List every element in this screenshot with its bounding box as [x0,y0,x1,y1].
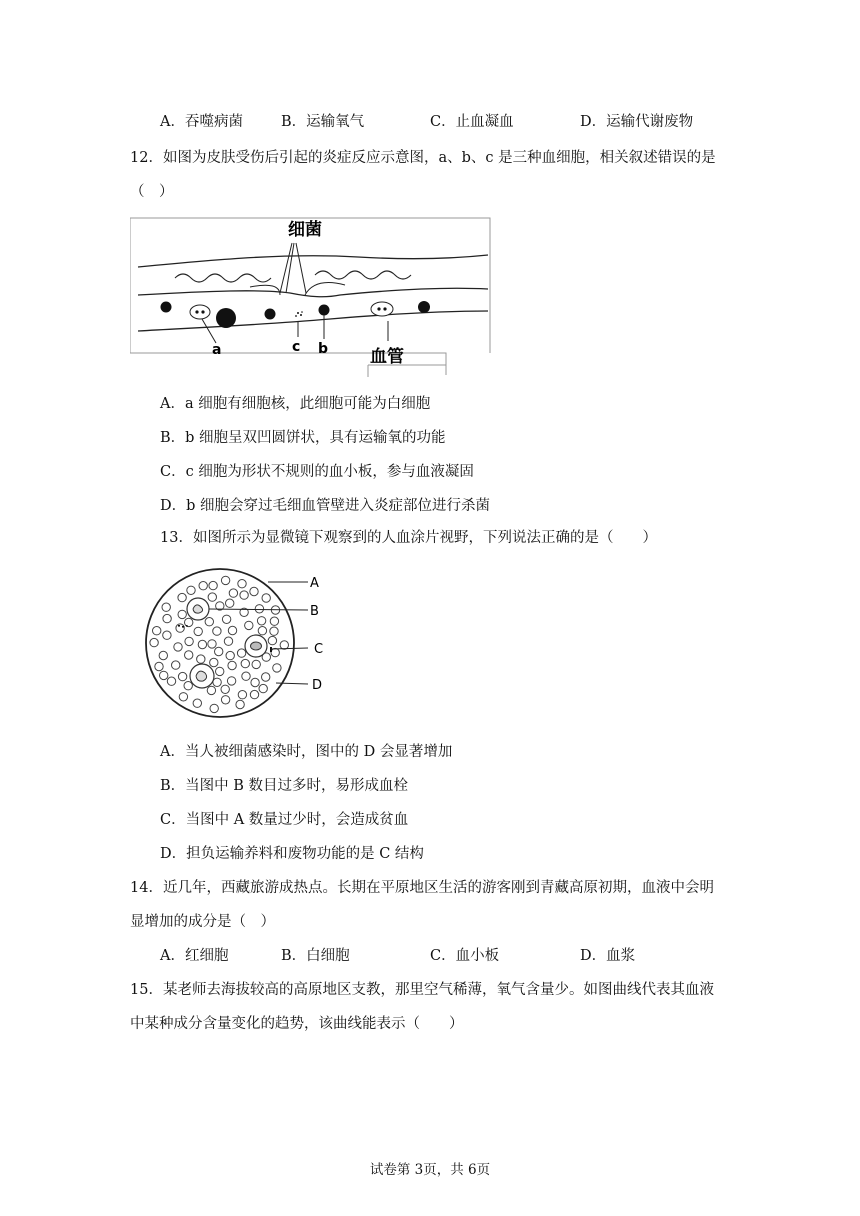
q12-stem-line1: 12．如图为皮肤受伤后引起的炎症反应示意图，a、b、c 是三种血细胞，相关叙述错误的是 [130,150,716,166]
red-blood-cell [259,684,267,692]
page-footer: 试卷第 3页，共 6页 [369,1162,491,1178]
red-blood-cell [226,599,234,607]
red-blood-cell [185,651,193,659]
q12-stem-line2: （ ） [130,184,174,200]
red-blood-cell [224,637,232,645]
red-blood-cell [270,627,278,635]
red-blood-cell [176,624,184,632]
q12-option-a: A．a 细胞有细胞核，此细胞可能为白细胞 [160,396,431,412]
red-blood-cell [184,682,192,690]
red-blood-cell [255,605,263,613]
q14-option-a: A．红细胞 [160,948,229,964]
label-D: D [312,678,323,693]
inflammation-diagram [130,215,492,380]
red-blood-cell [271,648,279,656]
cell-b-label: b [318,341,329,357]
red-blood-cell [226,651,234,659]
q14-stem-line1: 14．近几年，西藏旅游成热点。长期在平原地区生活的游客刚到青藏高原初期，血液中会明 [130,880,714,896]
red-blood-cell [153,627,161,635]
red-blood-cell [280,641,288,649]
red-blood-cell [240,591,248,599]
red-blood-cell [236,700,244,708]
q11-option-d: D．运输代谢废物 [580,114,694,130]
q13-option-a: A．当人被细菌感染时，图中的 D 会显著增加 [160,744,453,760]
red-blood-cell [270,617,278,625]
cell-a-label: a [212,342,222,358]
red-blood-cell [210,658,218,666]
red-blood-cell [155,662,163,670]
red-blood-cell [213,678,221,686]
red-blood-cell [238,691,246,699]
red-blood-cell [194,627,202,635]
red-blood-cell [178,672,186,680]
blood-smear-diagram [140,565,340,725]
q11-option-a: A．吞噬病菌 [160,114,243,130]
red-blood-cell [262,594,270,602]
q14-option-d: D．血浆 [580,948,636,964]
red-blood-cell [222,615,230,623]
red-blood-cell [250,690,258,698]
q13-option-d: D．担负运输养料和废物功能的是 C 结构 [160,846,424,862]
label-C: C [314,642,324,657]
red-blood-cell [229,589,237,597]
red-blood-cell [245,621,253,629]
red-blood-cell [207,686,215,694]
red-blood-cell [160,671,168,679]
q15-stem-line1: 15．某老师去海拔较高的高原地区支教，那里空气稀薄，氧气含量少。如图曲线代表其血液 [130,982,714,998]
red-blood-cell [227,677,235,685]
red-blood-cell [221,696,229,704]
red-blood-cell [205,618,213,626]
red-blood-cell [237,649,245,657]
red-blood-cell [197,655,205,663]
label-B: B [310,604,319,619]
red-blood-cell [193,699,201,707]
red-blood-cell [163,631,171,639]
red-blood-cell [179,693,187,701]
red-blood-cell [221,685,229,693]
q14-option-c: C．血小板 [430,948,500,964]
q11-option-c: C．止血凝血 [430,114,514,130]
red-blood-cell [162,603,170,611]
red-blood-cell [185,618,193,626]
label-A: A [310,576,319,591]
q14-option-b: B．白细胞 [281,948,350,964]
red-blood-cell [208,640,216,648]
red-blood-cell [273,664,281,672]
vessel-label: 血管 [370,347,404,367]
red-blood-cell [250,587,258,595]
red-blood-cell [216,667,224,675]
red-blood-cell [172,661,180,669]
q11-options [160,112,760,132]
q13-stem: 13．如图所示为显微镜下观察到的人血涂片视野，下列说法正确的是（ ） [160,530,657,546]
bacteria-label: 细菌 [288,220,322,240]
red-blood-cell [238,580,246,588]
red-blood-cell [268,636,276,644]
red-blood-cell [198,640,206,648]
q12-option-b: B．b 细胞呈双凹圆饼状，具有运输氧的功能 [160,430,446,446]
red-blood-cell [208,593,216,601]
red-blood-cell [228,661,236,669]
red-blood-cell [185,637,193,645]
red-blood-cell [213,627,221,635]
q13-option-c: C．当图中 A 数量过少时，会造成贫血 [160,812,409,828]
q14-options [160,946,760,966]
red-blood-cell [163,614,171,622]
red-blood-cell [241,659,249,667]
red-blood-cell [262,673,270,681]
red-blood-cell [199,582,207,590]
q14-stem-line2: 显增加的成分是（ ） [130,914,275,930]
red-blood-cell [174,643,182,651]
cell-c-label: c [292,339,301,355]
q12-option-d: D．b 细胞会穿过毛细血管壁进入炎症部位进行杀菌 [160,498,491,514]
q15-stem-line2: 中某种成分含量变化的趋势，该曲线能表示（ ） [130,1016,464,1032]
red-blood-cell [251,678,259,686]
red-blood-cell [215,647,223,655]
red-blood-cell [150,638,158,646]
q11-option-b: B．运输氧气 [281,114,365,130]
red-blood-cell [187,586,195,594]
red-blood-cell [258,627,266,635]
red-blood-cell [242,672,250,680]
red-blood-cell [159,651,167,659]
q13-option-b: B．当图中 B 数目过多时，易形成血栓 [160,778,409,794]
red-blood-cell [178,593,186,601]
red-blood-cell [228,626,236,634]
red-blood-cell [257,617,265,625]
red-blood-cell [167,677,175,685]
red-blood-cell [210,704,218,712]
q12-option-c: C．c 细胞为形状不规则的血小板，参与血液凝固 [160,464,474,480]
red-blood-cell [178,610,186,618]
red-blood-cell [209,581,217,589]
red-blood-cell [252,660,260,668]
red-blood-cell [221,576,229,584]
